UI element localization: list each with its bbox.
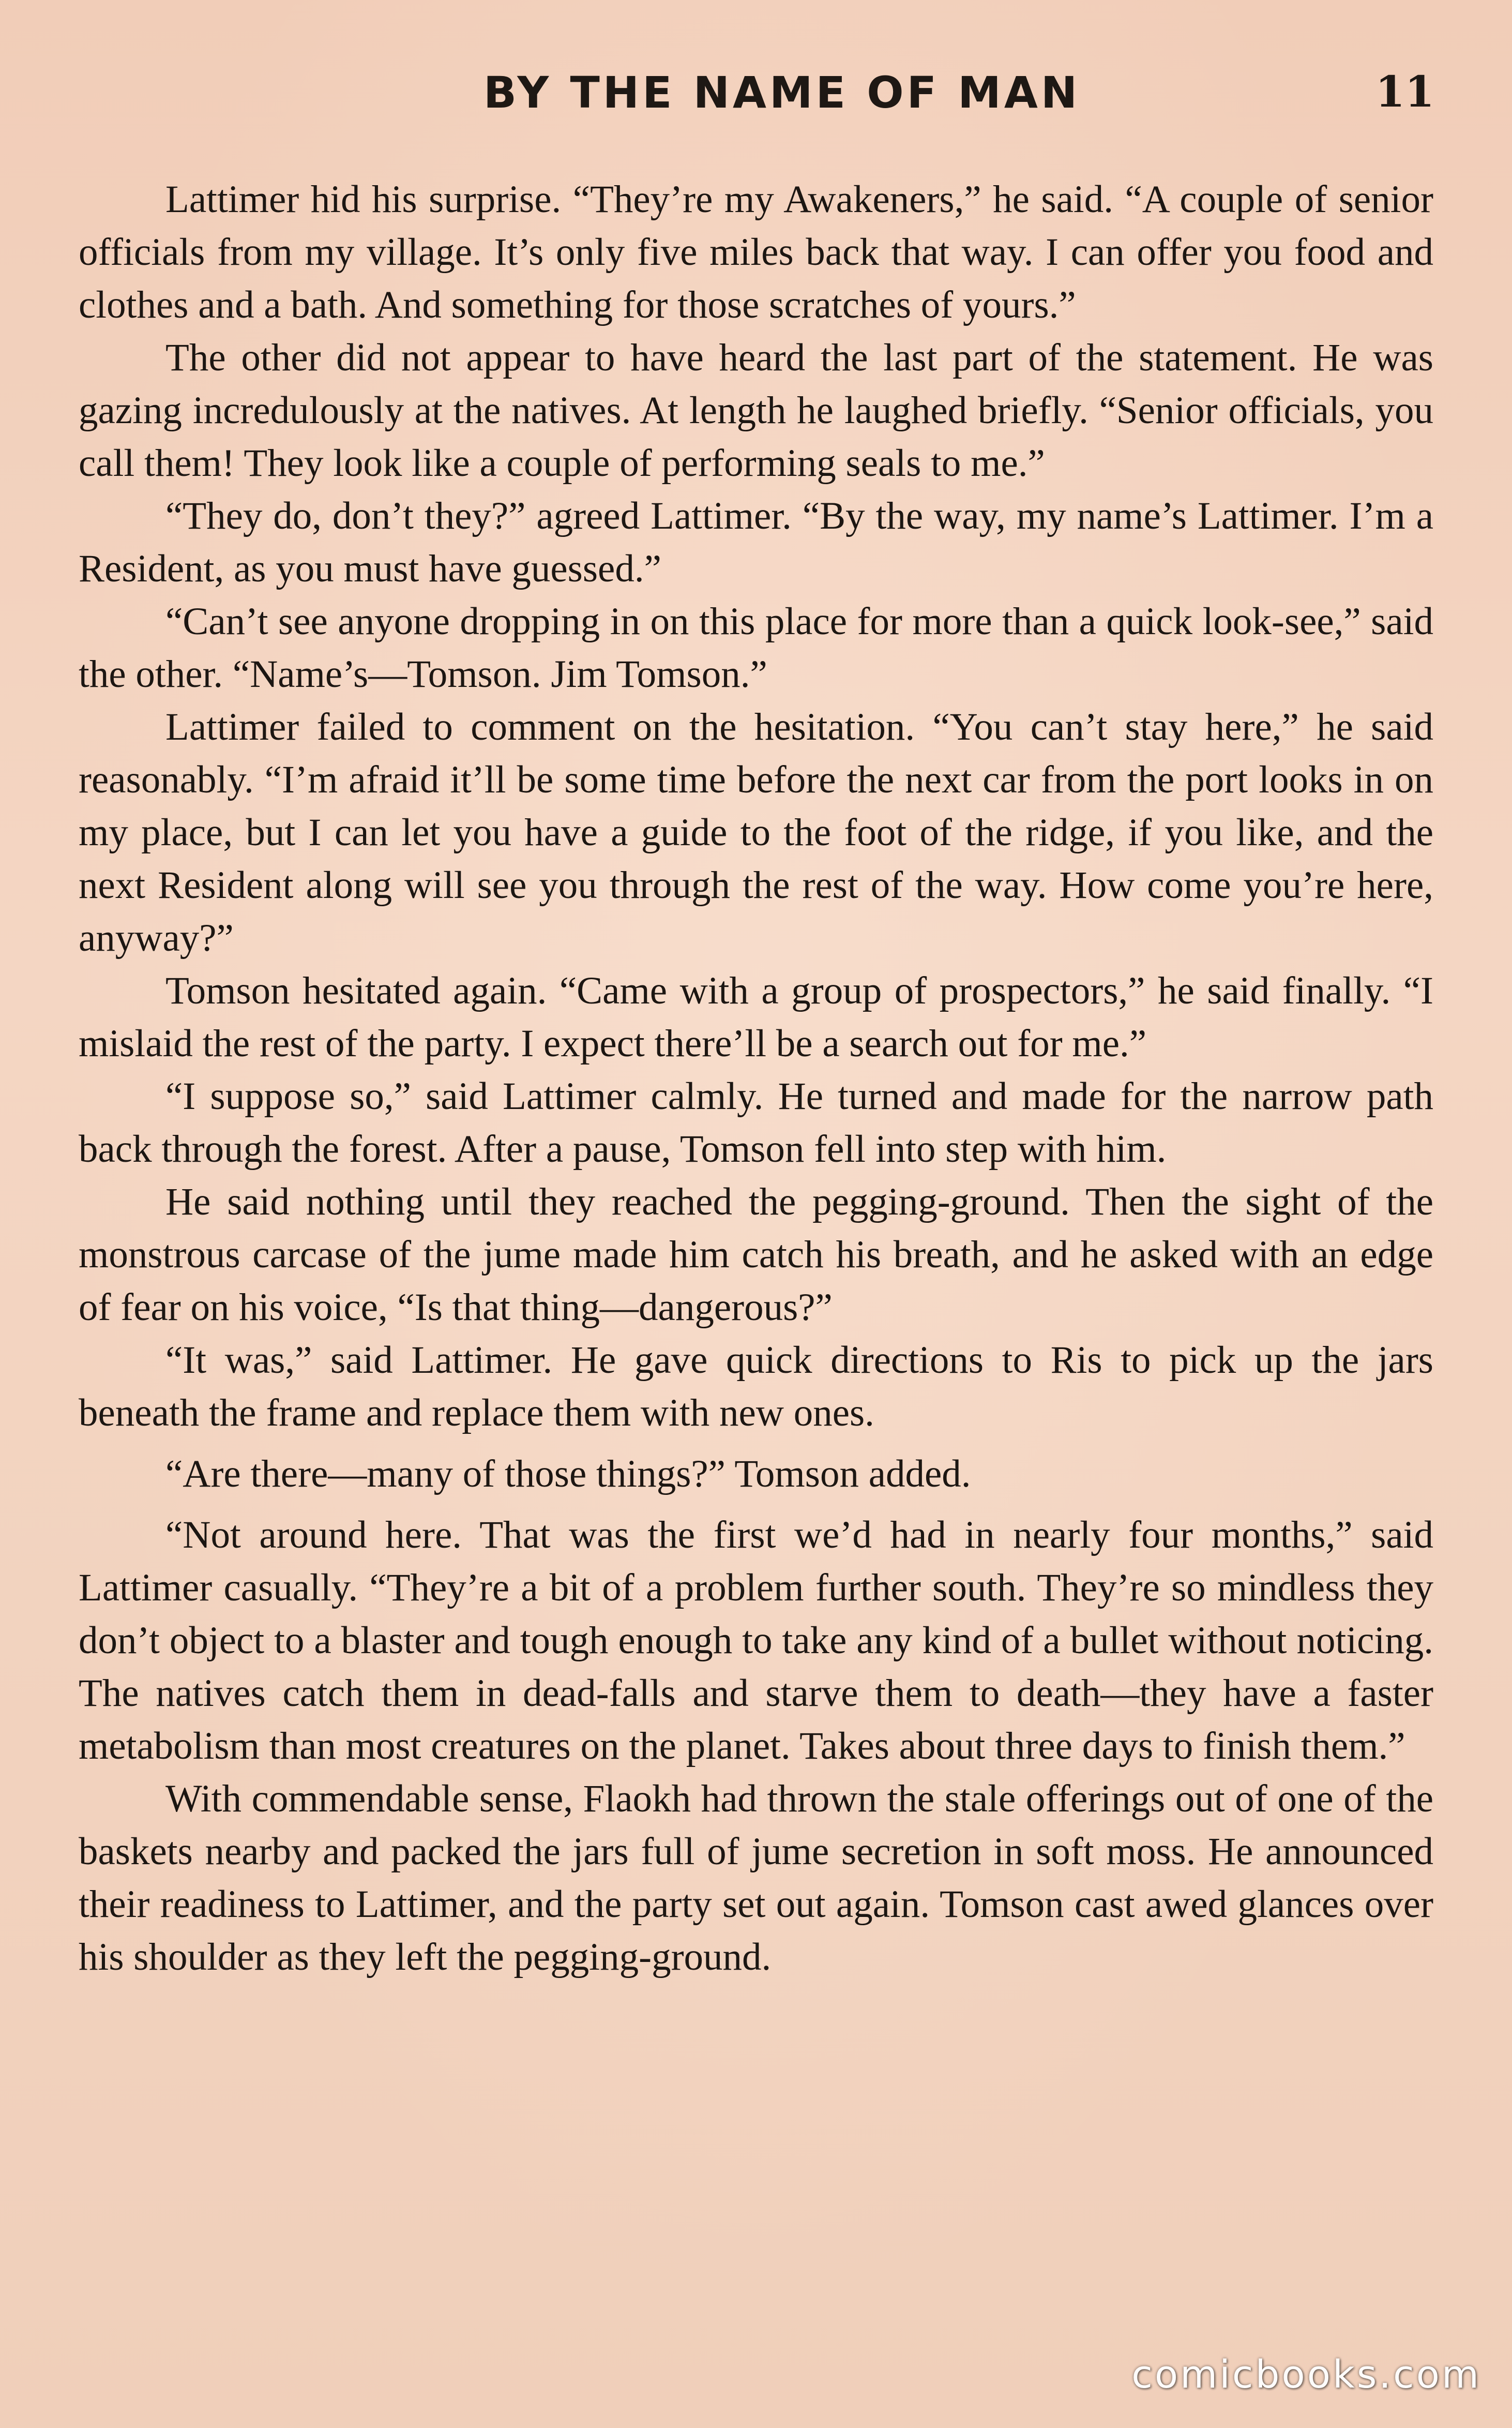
page-number: 11 [1375, 67, 1434, 117]
paragraph: Tomson hesitated again. “Came with a group of prospectors,” he said finally. “I mislaid the rest of the party. I expect there’ll be a search out for me.” [79, 969, 1433, 1065]
watermark-text: comicbooks.com [1131, 2352, 1481, 2397]
paragraph: Lattimer hid his surprise. “They’re my Awakeners,” he said. “A couple of senior officials from my village. It’s only five miles back that way. I can offer you food and clothes and a bath. And something for those scratches of yours.” [79, 178, 1433, 326]
paragraph: With commendable sense, Flaokh had thrown the stale offerings out of one of the baskets nearby and packed the jars full of jume secretion in soft moss. He announced their readiness to Lattimer, and the party set out again. Tomson cast awed glances over his shoulder as they left the pegging-ground. [79, 1777, 1433, 1979]
body-text [79, 173, 1433, 1984]
running-title: BY THE NAME OF MAN [483, 67, 1081, 118]
paragraph: “Can’t see anyone dropping in on this place for more than a quick look-see,” said the other. “Name’s—Tomson. Jim Tomson.” [79, 600, 1433, 696]
paragraph: Lattimer failed to comment on the hesitation. “You can’t stay here,” he said reasonably. “I’m afraid it’ll be some time before the next car from the port looks in on my place, but I can let you have a guide to the foot of the ridge, if you like, and the next Resident along will see you through the rest of the way. How come you’re here, anyway?” [79, 706, 1433, 960]
paragraph: He said nothing until they reached the pegging-ground. Then the sight of the monstrous carcase of the jume made him catch his breath, and he asked with an edge of fear on his voice, “Is that thing—dangerous?” [79, 1180, 1433, 1329]
paragraph: “It was,” said Lattimer. He gave quick directions to Ris to pick up the jars beneath the frame and replace them with new ones. [79, 1339, 1433, 1434]
paragraph: “I suppose so,” said Lattimer calmly. He turned and made for the narrow path back through the forest. After a pause, Tomson fell into step with him. [79, 1075, 1433, 1171]
paragraph: “They do, don’t they?” agreed Lattimer. “By the way, my name’s Lattimer. I’m a Resident, as you must have guessed.” [79, 494, 1433, 590]
paragraph: “Are there—many of those things?” Tomson added. [165, 1452, 971, 1495]
paragraph: “Not around here. That was the first we’d had in nearly four months,” said Lattimer casually. “They’re a bit of a problem further south. They’re so mindless they don’t object to a blaster and tough enough to take any kind of a bullet without noticing. The natives catch them in dead-falls and starve them to death—they have a faster metabolism than most creatures on the planet. Takes about three days to finish them.” [79, 1513, 1433, 1767]
paragraph: The other did not appear to have heard the last part of the statement. He was gazing incredulously at the natives. At length he laughed briefly. “Senior officials, you call them! They look like a couple of performing seals to me.” [79, 336, 1433, 485]
